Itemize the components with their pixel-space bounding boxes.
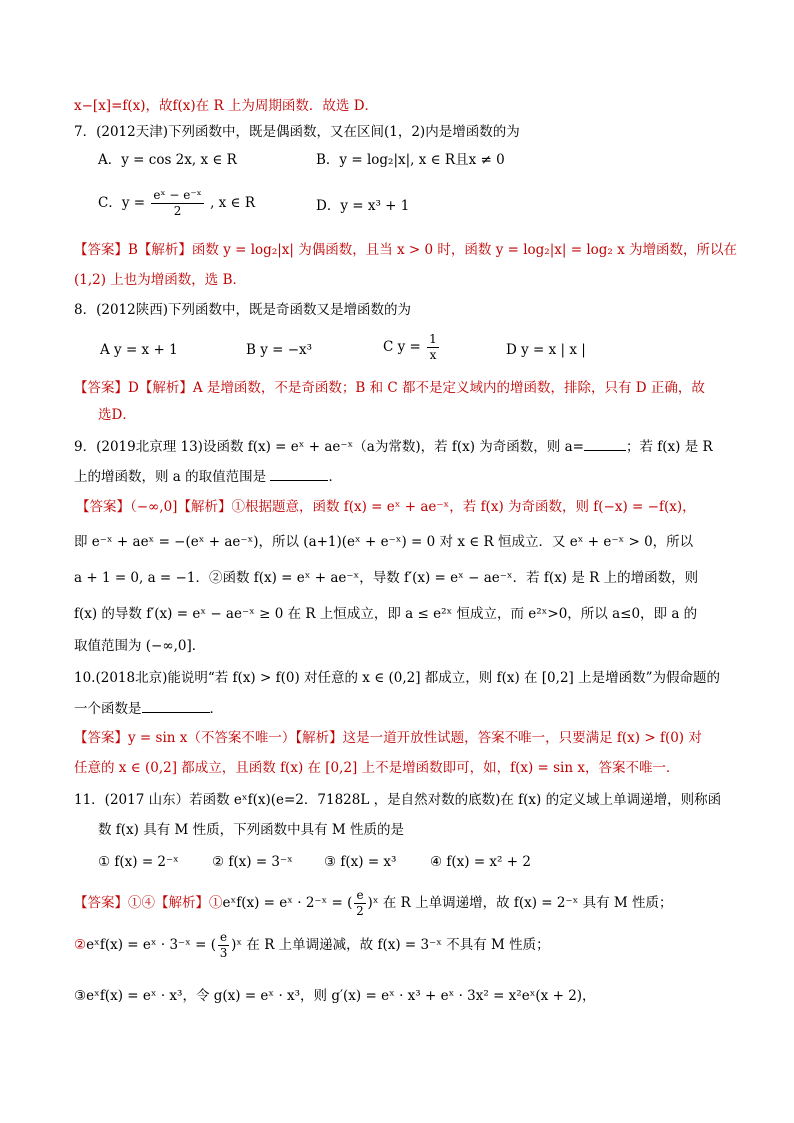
q10-answer-line-1: 【答案】y = sin x（不答案不唯一）【解析】这是一道开放性试题，答案不唯一，只要满足 f(x) > f(0) 对 [74,730,702,746]
q9-blank-2[interactable] [270,466,328,481]
q9-answer-line-5: 取值范围为 (−∞,0]． [74,638,206,654]
q10-answer-line-2: 任意的 x ∈ (0,2] 都成立，且函数 f(x) 在 [0,2] 上不是增函数即可，如，f(x) = sin x，答案不唯一． [74,760,680,776]
q9-stem-part-4: ． [328,469,342,485]
q11-answer-2-fraction [218,930,229,961]
q10-stem-part-2: ． [209,701,223,717]
q10-stem-line-1: 10.(2018北京)能说明“若 f(x) > f(0) 对任意的 x ∈ (0,2] 都成立，则 f(x) 在 [0,2] 上是增函数”为假命题的 [74,670,720,686]
q11-answer-2-denominator: 3 [219,946,228,960]
q8-option-a: A y = x + 1 [100,342,178,358]
q8-option-c-fraction [427,332,439,363]
q8-option-c-label: C y = [383,339,421,355]
q11-answer-1-part-a: eˣf(x) = eˣ · 2⁻ˣ = ( [222,895,353,911]
q9-stem-line-1 [74,436,713,457]
q7-option-a: A．y = cos 2x, x ∈ R [98,152,237,168]
q9-stem-line-2 [74,466,342,487]
q9-blank-1[interactable] [584,436,626,451]
q11-stem-line-1: 11．(2017 山东）若函数 eˣf(x)(e=2．71828L ，是自然对数的底数)在 f(x) 的定义域上单调递增，则称函 [74,792,722,808]
q8-answer-line-1: 【答案】D【解析】A 是增函数，不是奇函数；B 和 C 都不是定义域内的增函数，排除，只有 D 正确，故 [74,380,705,396]
q11-option-4: ④ f(x) = x² + 2 [430,854,531,870]
q7-option-b: B．y = log₂|x|, x ∈ R且x ≠ 0 [316,152,505,168]
q7-stem: 7．(2012天津)下列函数中，既是偶函数，又在区间(1，2)内是增函数的为 [74,124,520,140]
q9-answer-line-1: 【答案】（−∞,0]【解析】①根据题意，函数 f(x) = eˣ + ae⁻ˣ，若 f(x) 为奇函数，则 f(−x) = −f(x)， [76,499,696,515]
q9-answer-line-3: a + 1 = 0, a = −1．②函数 f(x) = eˣ + ae⁻ˣ，导数 f′(x) = eˣ − ae⁻ˣ．若 f(x) 是 R 上的增函数，则 [74,570,699,586]
q8-answer-line-2: 选D． [98,407,136,423]
q11-answer-line-1 [74,888,673,919]
q9-answer-line-4: f(x) 的导数 f′(x) = eˣ − ae⁻ˣ ≥ 0 在 R 上恒成立，即 a ≤ e²ˣ 恒成立，而 e²ˣ>0，所以 a≤0，即 a 的 [74,606,698,622]
q10-stem-line-2 [74,698,223,719]
q11-answer-1-numerator: e [356,888,364,902]
q7-answer-line-1: 【答案】B【解析】函数 y = log₂|x| 为偶函数，且当 x > 0 时，函数 y = log₂|x| = log₂ x 为增函数，所以在 [74,242,738,258]
q11-option-3: ③ f(x) = x³ [324,854,397,870]
q10-blank[interactable] [142,698,210,713]
q11-answer-line-2 [74,930,550,961]
q10-stem-part-1: 一个函数是 [74,701,142,717]
q11-answer-label: 【答案】①④【解析】① [74,895,223,911]
q9-stem-part-2: ；若 f(x) 是 R [625,439,713,455]
q7-option-c-tail: , x ∈ R [210,195,255,211]
q11-option-1: ① f(x) = 2⁻ˣ [98,854,179,870]
q11-answer-1-fraction [354,888,365,919]
q7-option-c-label: C．y = [98,195,146,211]
q7-option-c-fraction [151,188,203,219]
q9-stem-part-1: 9．(2019北京理 13)设函数 f(x) = eˣ + ae⁻ˣ（a为常数)，若 f(x) 为奇函数，则 a= [74,439,584,455]
q11-answer-2-numerator: e [220,930,228,944]
q8-option-d: D y = x | x | [506,342,586,358]
q11-answer-1-part-b: )ˣ 在 R 上单调递增，故 f(x) = 2⁻ˣ 具有 M 性质； [367,895,673,911]
q7-answer-line-2: (1,2) 上也为增函数，选 B． [74,272,247,288]
q11-answer-2-part-a: eˣf(x) = eˣ · 3⁻ˣ = ( [86,937,217,953]
q8-option-c [383,332,441,363]
q7-option-d: D．y = x³ + 1 [316,198,410,214]
q11-answer-line-3: ③eˣf(x) = eˣ · x³，令 g(x) = eˣ · x³，则 g′(x) = eˣ · x³ + eˣ · 3x² = x²eˣ(x + 2)， [74,988,596,1004]
q7-option-c-denominator: 2 [173,204,182,218]
q11-answer-2-label: ② [74,937,87,953]
q7-option-c [98,188,255,219]
q11-answer-2-part-b: )ˣ 在 R 上单调递减，故 f(x) = 3⁻ˣ 不具有 M 性质； [231,937,550,953]
q11-option-2: ② f(x) = 3⁻ˣ [212,854,293,870]
q8-option-c-numerator: 1 [429,332,437,346]
q11-answer-1-denominator: 2 [356,904,364,918]
q11-stem-line-2: 数 f(x) 具有 M 性质，下列函数中具有 M 性质的是 [98,822,405,838]
q8-stem: 8．(2012陕西)下列函数中，既是奇函数又是增函数的为 [74,302,411,318]
q9-answer-line-2: 即 e⁻ˣ + aeˣ = −(eˣ + ae⁻ˣ)，所以 (a+1)(eˣ + e⁻ˣ) = 0 对 x ∈ R 恒成立．又 eˣ + e⁻ˣ > 0，所以 [74,534,694,550]
q8-option-b: B y = −x³ [246,342,313,358]
q7-option-c-numerator: eˣ − e⁻ˣ [153,188,202,202]
q8-option-c-denominator: x [429,348,437,362]
prev-solution-tail: x−[x]=f(x)，故f(x)在 R 上为周期函数．故选 D． [74,98,379,114]
q9-stem-part-3: 上的增函数，则 a 的取值范围是 [74,469,267,485]
